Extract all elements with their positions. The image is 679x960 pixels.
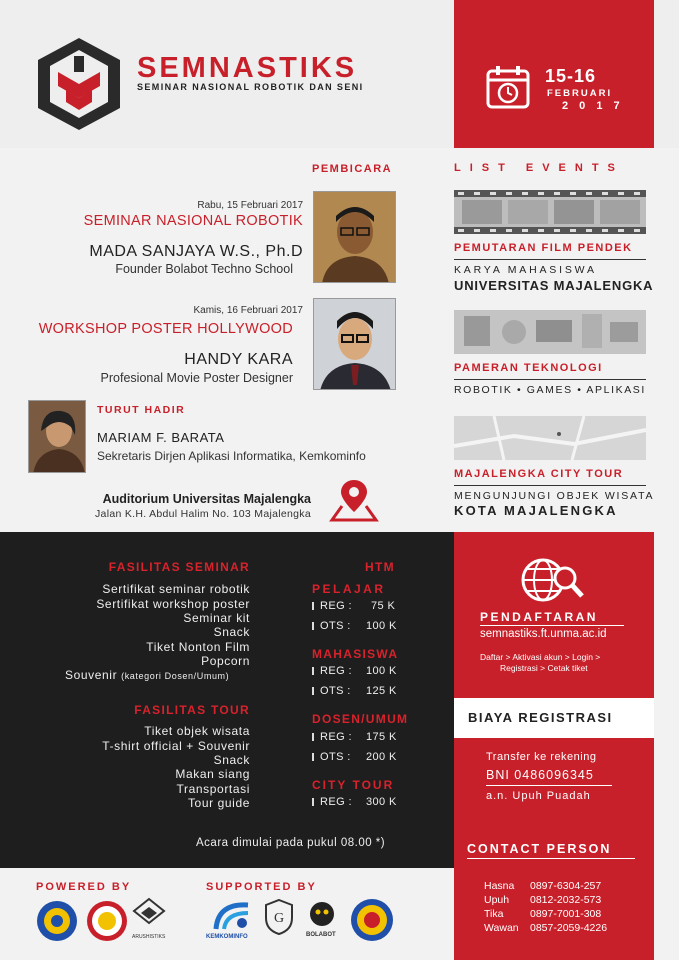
event-month: FEBRUARI: [547, 88, 613, 99]
bolabot-logo: [308, 898, 336, 932]
venue-name: Auditorium Universitas Majalengka: [102, 492, 311, 506]
price-value: 300 K: [366, 796, 397, 808]
globe-search-icon: [519, 556, 585, 606]
bolabot-label: BOLABOT: [306, 932, 336, 938]
venue-address: Jalan K.H. Abdul Halim No. 103 Majalengka: [95, 508, 311, 520]
fasilitas-item: Popcorn: [201, 654, 250, 668]
biaya-title: BIAYA REGISTRASI: [468, 710, 613, 725]
tour-item: Snack: [213, 753, 250, 767]
event-1-title: PEMUTARAN FILM PENDEK: [454, 242, 633, 254]
contact-name: Tika: [484, 908, 504, 920]
speaker-2-role: Profesional Movie Poster Designer: [100, 371, 293, 385]
contact-name: Wawan: [484, 922, 519, 934]
kemkominfo-logo: [212, 899, 252, 933]
map-event-image: [454, 416, 646, 460]
price-value: 175 K: [366, 731, 397, 743]
faculty-seal-logo: [86, 900, 128, 942]
brand-title: SEMNASTIKS: [137, 52, 358, 84]
account-name: a.n. Upuh Puadah: [486, 790, 591, 802]
brand-subtitle: SEMINAR NASIONAL ROBOTIK DAN SENI: [137, 82, 364, 92]
tour-item: Tiket objek wisata: [144, 724, 250, 738]
semnastiks-logo: [36, 36, 122, 132]
tech-event-image: [454, 310, 646, 354]
contact-title: CONTACT PERSON: [467, 842, 612, 856]
speaker-1-photo: [313, 191, 396, 283]
tour-item: Tour guide: [187, 796, 250, 810]
tour-item: Transportasi: [176, 782, 250, 796]
divider: [454, 259, 646, 260]
speaker-1-date: Rabu, 15 Februari 2017: [197, 200, 303, 211]
speaker-2-name: HANDY KARA: [184, 351, 293, 368]
shield-logo: [264, 898, 294, 936]
contact-name: Upuh: [484, 894, 510, 906]
organizer-logo-label: ARUSHISTIKS: [132, 934, 166, 940]
souvenir-note: (kategori Dosen/Umum): [121, 671, 230, 681]
speaker-2-event: WORKSHOP POSTER HOLLYWOOD: [38, 321, 293, 337]
guest-label: TURUT HADIR: [97, 404, 186, 416]
contact-name: Hasna: [484, 880, 515, 892]
htm-group-mahasiswa: MAHASISWA: [312, 647, 399, 661]
event-1-sub: KARYA MAHASISWA: [454, 264, 597, 276]
price-value: 75 K: [371, 600, 396, 612]
souvenir-label: Souvenir: [65, 668, 118, 682]
fasilitas-item: Sertifikat workshop poster: [96, 597, 250, 611]
fasilitas-item: [65, 668, 229, 682]
fasilitas-item: Snack: [213, 625, 250, 639]
guest-role: Sekretaris Dirjen Aplikasi Informatika, Kemkominfo: [97, 449, 366, 463]
event-3-title: MAJALENGKA CITY TOUR: [454, 468, 624, 480]
event-2-sub: ROBOTIK • GAMES • APLIKASI: [454, 384, 646, 396]
contact-phone[interactable]: 0897-6304-257: [530, 880, 602, 892]
divider: [454, 379, 646, 380]
contact-phone[interactable]: 0897-7001-308: [530, 908, 602, 920]
registration-title: PENDAFTARAN: [480, 610, 598, 624]
price-value: 125 K: [366, 685, 397, 697]
supported-by-title: SUPPORTED BY: [206, 881, 317, 893]
guest-name: MARIAM F. BARATA: [97, 430, 225, 445]
event-days: 15-16: [545, 66, 597, 86]
divider: [486, 785, 612, 786]
bank-account: BNI 0486096345: [486, 768, 594, 782]
calendar-clock-icon: [485, 64, 531, 110]
event-3-big: KOTA MAJALENGKA: [454, 503, 618, 518]
film-event-image: [454, 190, 646, 234]
price-value: 200 K: [366, 751, 397, 763]
price-row: OTS :: [312, 751, 351, 763]
price-row: OTS :: [312, 685, 351, 697]
price-row: REG :: [312, 796, 352, 808]
contact-phone[interactable]: 0812-2032-573: [530, 894, 602, 906]
htm-title: HTM: [365, 560, 395, 574]
guest-photo: [28, 400, 86, 473]
price-value: 100 K: [366, 620, 397, 632]
event-2-title: PAMERAN TEKNOLOGI: [454, 362, 603, 374]
registration-url[interactable]: semnastiks.ft.unma.ac.id: [480, 628, 607, 640]
price-row: OTS :: [312, 620, 351, 632]
event-3-sub: MENGUNJUNGI OBJEK WISATA: [454, 490, 655, 502]
fasilitas-item: Tiket Nonton Film: [146, 640, 250, 654]
speaker-1-role: Founder Bolabot Techno School: [115, 262, 293, 276]
price-row: REG :: [312, 731, 352, 743]
price-row: REG :: [312, 600, 352, 612]
event-1-big: UNIVERSITAS MAJALENGKA: [454, 278, 654, 293]
divider: [480, 625, 624, 626]
start-time-note: Acara dimulai pada pukul 08.00 *): [196, 837, 386, 849]
location-pin-icon: [328, 478, 380, 522]
htm-group-dosen: DOSEN/UMUM: [312, 712, 409, 726]
fasilitas-tour-title: FASILITAS TOUR: [134, 703, 250, 717]
kemkominfo-label: KEMKOMINFO: [206, 934, 248, 940]
tour-item: Makan siang: [175, 767, 250, 781]
university-seal-logo: [36, 900, 78, 942]
registration-steps: Daftar > Aktivasi akun > Login >: [480, 652, 601, 662]
htm-group-citytour: CITY TOUR: [312, 778, 395, 792]
fasilitas-seminar-title: FASILITAS SEMINAR: [108, 560, 250, 574]
svg-text:G: G: [273, 911, 285, 926]
speakers-label: PEMBICARA: [312, 163, 393, 175]
government-seal-logo: [350, 898, 394, 942]
transfer-label: Transfer ke rekening: [486, 751, 597, 763]
speaker-1-name: MADA SANJAYA W.S., Ph.D: [89, 243, 303, 260]
divider: [454, 485, 646, 486]
price-row: REG :: [312, 665, 352, 677]
contact-phone[interactable]: 0857-2059-4226: [530, 922, 608, 934]
speaker-2-date: Kamis, 16 Februari 2017: [193, 305, 303, 316]
divider: [467, 858, 635, 859]
tour-item: T-shirt official + Souvenir: [102, 739, 250, 753]
speaker-1-event: SEMINAR NASIONAL ROBOTIK: [83, 213, 303, 229]
fasilitas-item: Seminar kit: [183, 611, 250, 625]
powered-by-title: POWERED BY: [36, 881, 132, 893]
htm-group-pelajar: PELAJAR: [312, 582, 386, 596]
registration-steps-2: Registrasi > Cetak tiket: [500, 663, 588, 673]
speaker-2-photo: [313, 298, 396, 390]
event-year: 2 0 1 7: [562, 100, 624, 112]
list-events-title: LIST EVENTS: [454, 162, 624, 174]
fasilitas-item: Sertifikat seminar robotik: [102, 582, 250, 596]
price-value: 100 K: [366, 665, 397, 677]
